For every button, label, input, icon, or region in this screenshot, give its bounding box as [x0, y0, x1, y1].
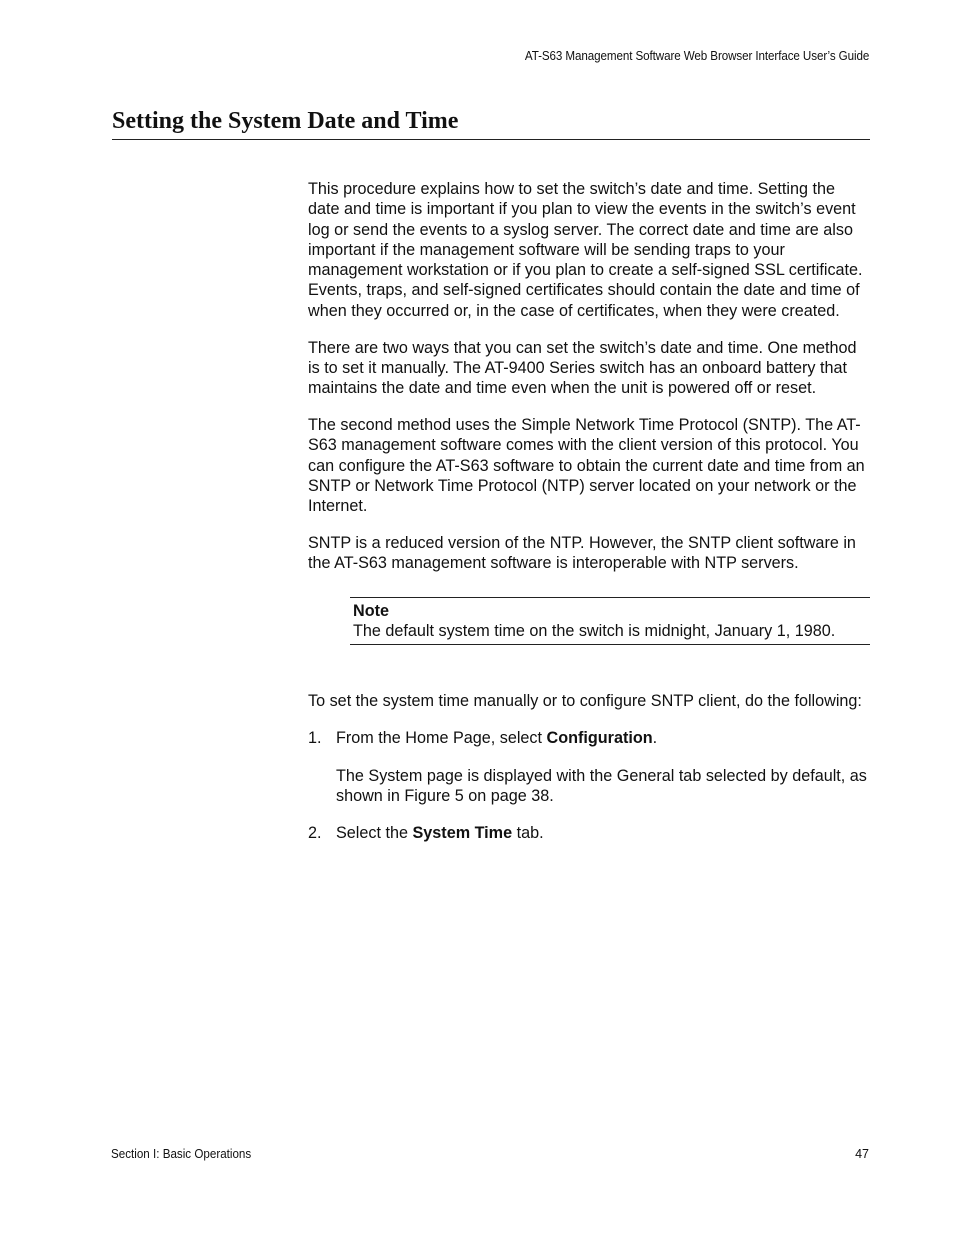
procedure-intro: To set the system time manually or to configure SNTP client, do the following: — [308, 692, 862, 711]
step-1-bold: Configuration — [546, 728, 653, 747]
title-rule — [112, 139, 870, 140]
section-title: Setting the System Date and Time — [112, 108, 459, 134]
step-2-suffix: tab. — [512, 823, 544, 842]
step-2-number: 2. — [308, 823, 322, 842]
step-1-prefix: From the Home Page, select — [336, 728, 547, 747]
paragraph-manual-method: There are two ways that you can set the switch’s date and time. One method is to set it manually. The AT-9400 Series switch has an onboard battery that maintains the date and time even when the unit is powered off or reset. — [308, 338, 857, 398]
step-1-suffix: . — [652, 728, 658, 747]
body-column — [308, 179, 870, 860]
note-heading: Note — [353, 601, 389, 620]
procedure-steps — [308, 728, 870, 843]
note-text: The default system time on the switch is midnight, January 1, 1980. — [353, 621, 836, 640]
paragraph-sntp-ntp: SNTP is a reduced version of the NTP. However, the SNTP client software in the AT-S63 management software is interoperable with NTP servers. — [308, 533, 856, 573]
step-1-number: 1. — [308, 728, 322, 747]
step-2 — [308, 823, 870, 843]
step-1-text — [336, 729, 657, 747]
footer-section: Section I: Basic Operations — [111, 1147, 252, 1161]
step-1-result: The System page is displayed with the General tab selected by default, as shown in Figure 5 on page 38. — [336, 766, 867, 806]
step-2-text — [336, 824, 544, 842]
paragraph-intro: This procedure explains how to set the switch’s date and time. Setting the date and time is important if you plan to view the events in the switch’s event log or send the events to a syslog server. The correct date and time are also important if the management software will be sending traps to your management workstation or if you plan to create a self-signed SSL certificate. Events, traps, and self-signed certificates should contain the date and time of when they occurred or, in the case of certificates, when they were created. — [308, 180, 863, 320]
running-header: AT-S63 Management Software Web Browser Interface User’s Guide — [524, 49, 869, 63]
paragraph-sntp-method: The second method uses the Simple Network Time Protocol (SNTP). The AT-S63 management software comes with the client version of this protocol. You can configure the AT-S63 software to obtain the current date and time from an SNTP or Network Time Protocol (NTP) server located on your network or the Internet. — [308, 415, 865, 516]
footer-page-number: 47 — [855, 1147, 869, 1161]
step-2-bold: System Time — [412, 823, 513, 842]
note-box — [350, 597, 870, 646]
step-2-prefix: Select the — [336, 823, 413, 842]
step-1 — [308, 728, 870, 806]
